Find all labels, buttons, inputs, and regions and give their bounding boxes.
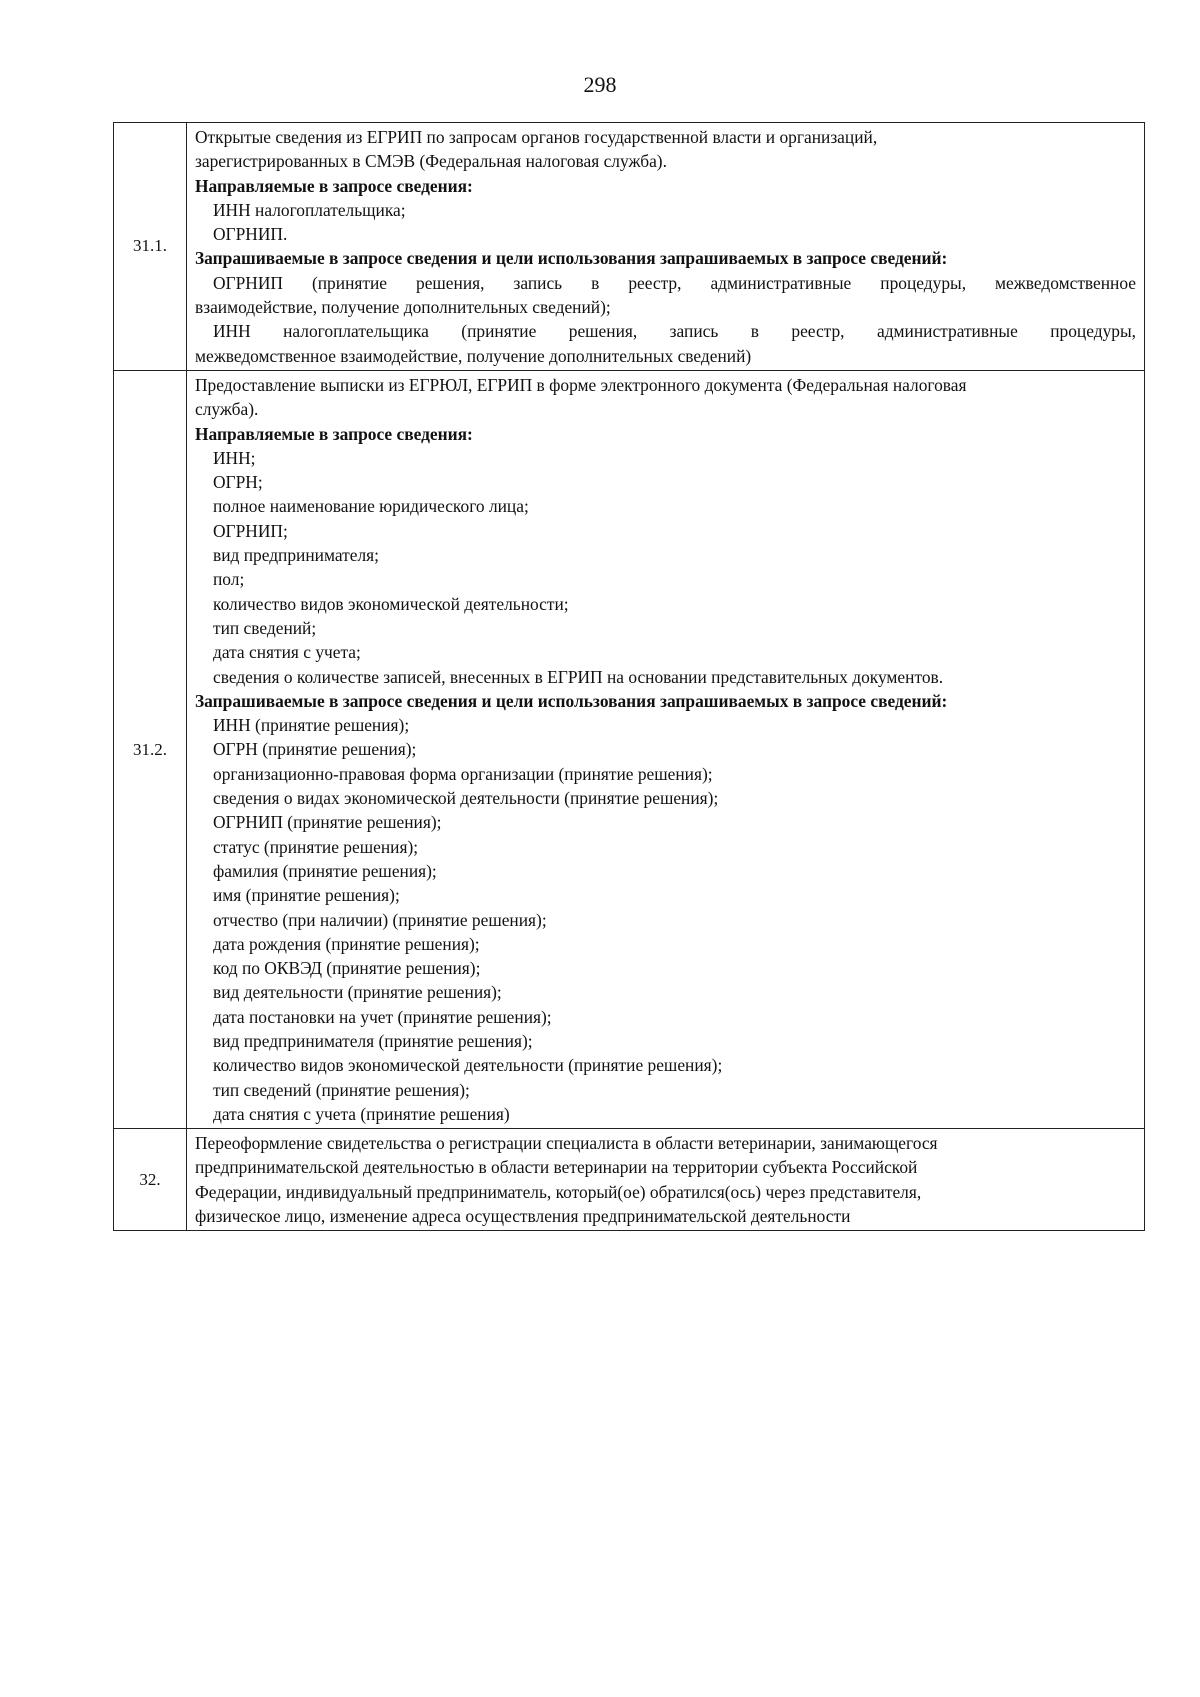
list-item: ОГРНИП (принятие решения, запись в реестр, административные процедуры, межведомственное [213,272,1136,293]
list-item: дата снятия с учета (принятие решения) [213,1103,510,1124]
list-item: ИНН (принятие решения); [213,715,410,736]
text-line: Предоставление выписки из ЕГРЮЛ, ЕГРИП в форме электронного документа (Федеральная налоговая [195,374,967,395]
table-row [114,370,1145,1128]
text-line: Федерации, индивидуальный предприниматель, который(ое) обратился(ось) через представителя, [195,1181,922,1202]
text-line: зарегистрированных в СМЭВ (Федеральная налоговая служба). [195,151,667,172]
text-line: физическое лицо, изменение адреса осуществления предпринимательской деятельности [195,1206,851,1227]
services-table [113,122,1145,1231]
list-item-continuation: взаимодействие, получение дополнительных сведений); [195,297,611,318]
row-content [187,1129,1145,1231]
list-item: пол; [213,569,245,590]
text-line: служба). [195,399,259,420]
list-item: сведения о видах экономической деятельности (принятие решения); [213,788,719,809]
list-item: ИНН налогоплательщика (принятие решения, запись в реестр, административные процедуры, [213,321,1136,342]
row-number: 31.2. [114,370,187,1128]
list-item: дата постановки на учет (принятие решения); [213,1006,552,1027]
list-item: тип сведений; [213,617,317,638]
list-item: организационно-правовая форма организации (принятие решения); [213,763,713,784]
table-row [114,1129,1145,1231]
text-line: Переоформление свидетельства о регистрации специалиста в области ветеринарии, занимающегося [195,1133,938,1154]
section-heading: Направляемые в запросе сведения: [195,423,473,444]
list-item: отчество (при наличии) (принятие решения); [213,909,547,930]
list-item: имя (принятие решения); [213,885,400,906]
list-item: ИНН; [213,447,256,468]
list-item: ОГРНИП (принятие решения); [213,812,442,833]
table-row [114,123,1145,371]
list-item: ОГРНИП; [213,520,288,541]
row-number: 31.1. [114,123,187,371]
list-item: код по ОКВЭД (принятие решения); [213,958,481,979]
list-item: тип сведений (принятие решения); [213,1079,470,1100]
list-item: количество видов экономической деятельности; [213,593,569,614]
list-item: вид деятельности (принятие решения); [213,982,502,1003]
row-content [187,123,1145,371]
section-heading: Направляемые в запросе сведения: [195,175,473,196]
list-item: сведения о количестве записей, внесенных в ЕГРИП на основании представительных документов. [213,666,944,687]
list-item: статус (принятие решения); [213,836,419,857]
list-item: ОГРН; [213,472,263,493]
section-heading: Запрашиваемые в запросе сведения и цели использования запрашиваемых в запросе сведений: [195,690,948,711]
list-item: количество видов экономической деятельности (принятие решения); [213,1055,723,1076]
list-item: дата снятия с учета; [213,642,361,663]
row-number: 32. [114,1129,187,1231]
list-item: ИНН налогоплательщика; [213,199,406,220]
list-item: ОГРНИП. [213,224,288,245]
text-line: Открытые сведения из ЕГРИП по запросам органов государственной власти и организаций, [195,127,878,147]
row-content [187,370,1145,1128]
list-item: дата рождения (принятие решения); [213,933,480,954]
list-item: вид предпринимателя; [213,545,379,566]
list-item: вид предпринимателя (принятие решения); [213,1030,533,1051]
list-item-continuation: межведомственное взаимодействие, получение дополнительных сведений) [195,345,752,366]
list-item: полное наименование юридического лица; [213,496,529,517]
list-item: фамилия (принятие решения); [213,860,437,881]
text-line: предпринимательской деятельностью в области ветеринарии на территории субъекта Российской [195,1157,918,1178]
section-heading: Запрашиваемые в запросе сведения и цели использования запрашиваемых в запросе сведений: [195,248,948,269]
list-item: ОГРН (принятие решения); [213,739,417,760]
page-number: 298 [583,72,617,97]
